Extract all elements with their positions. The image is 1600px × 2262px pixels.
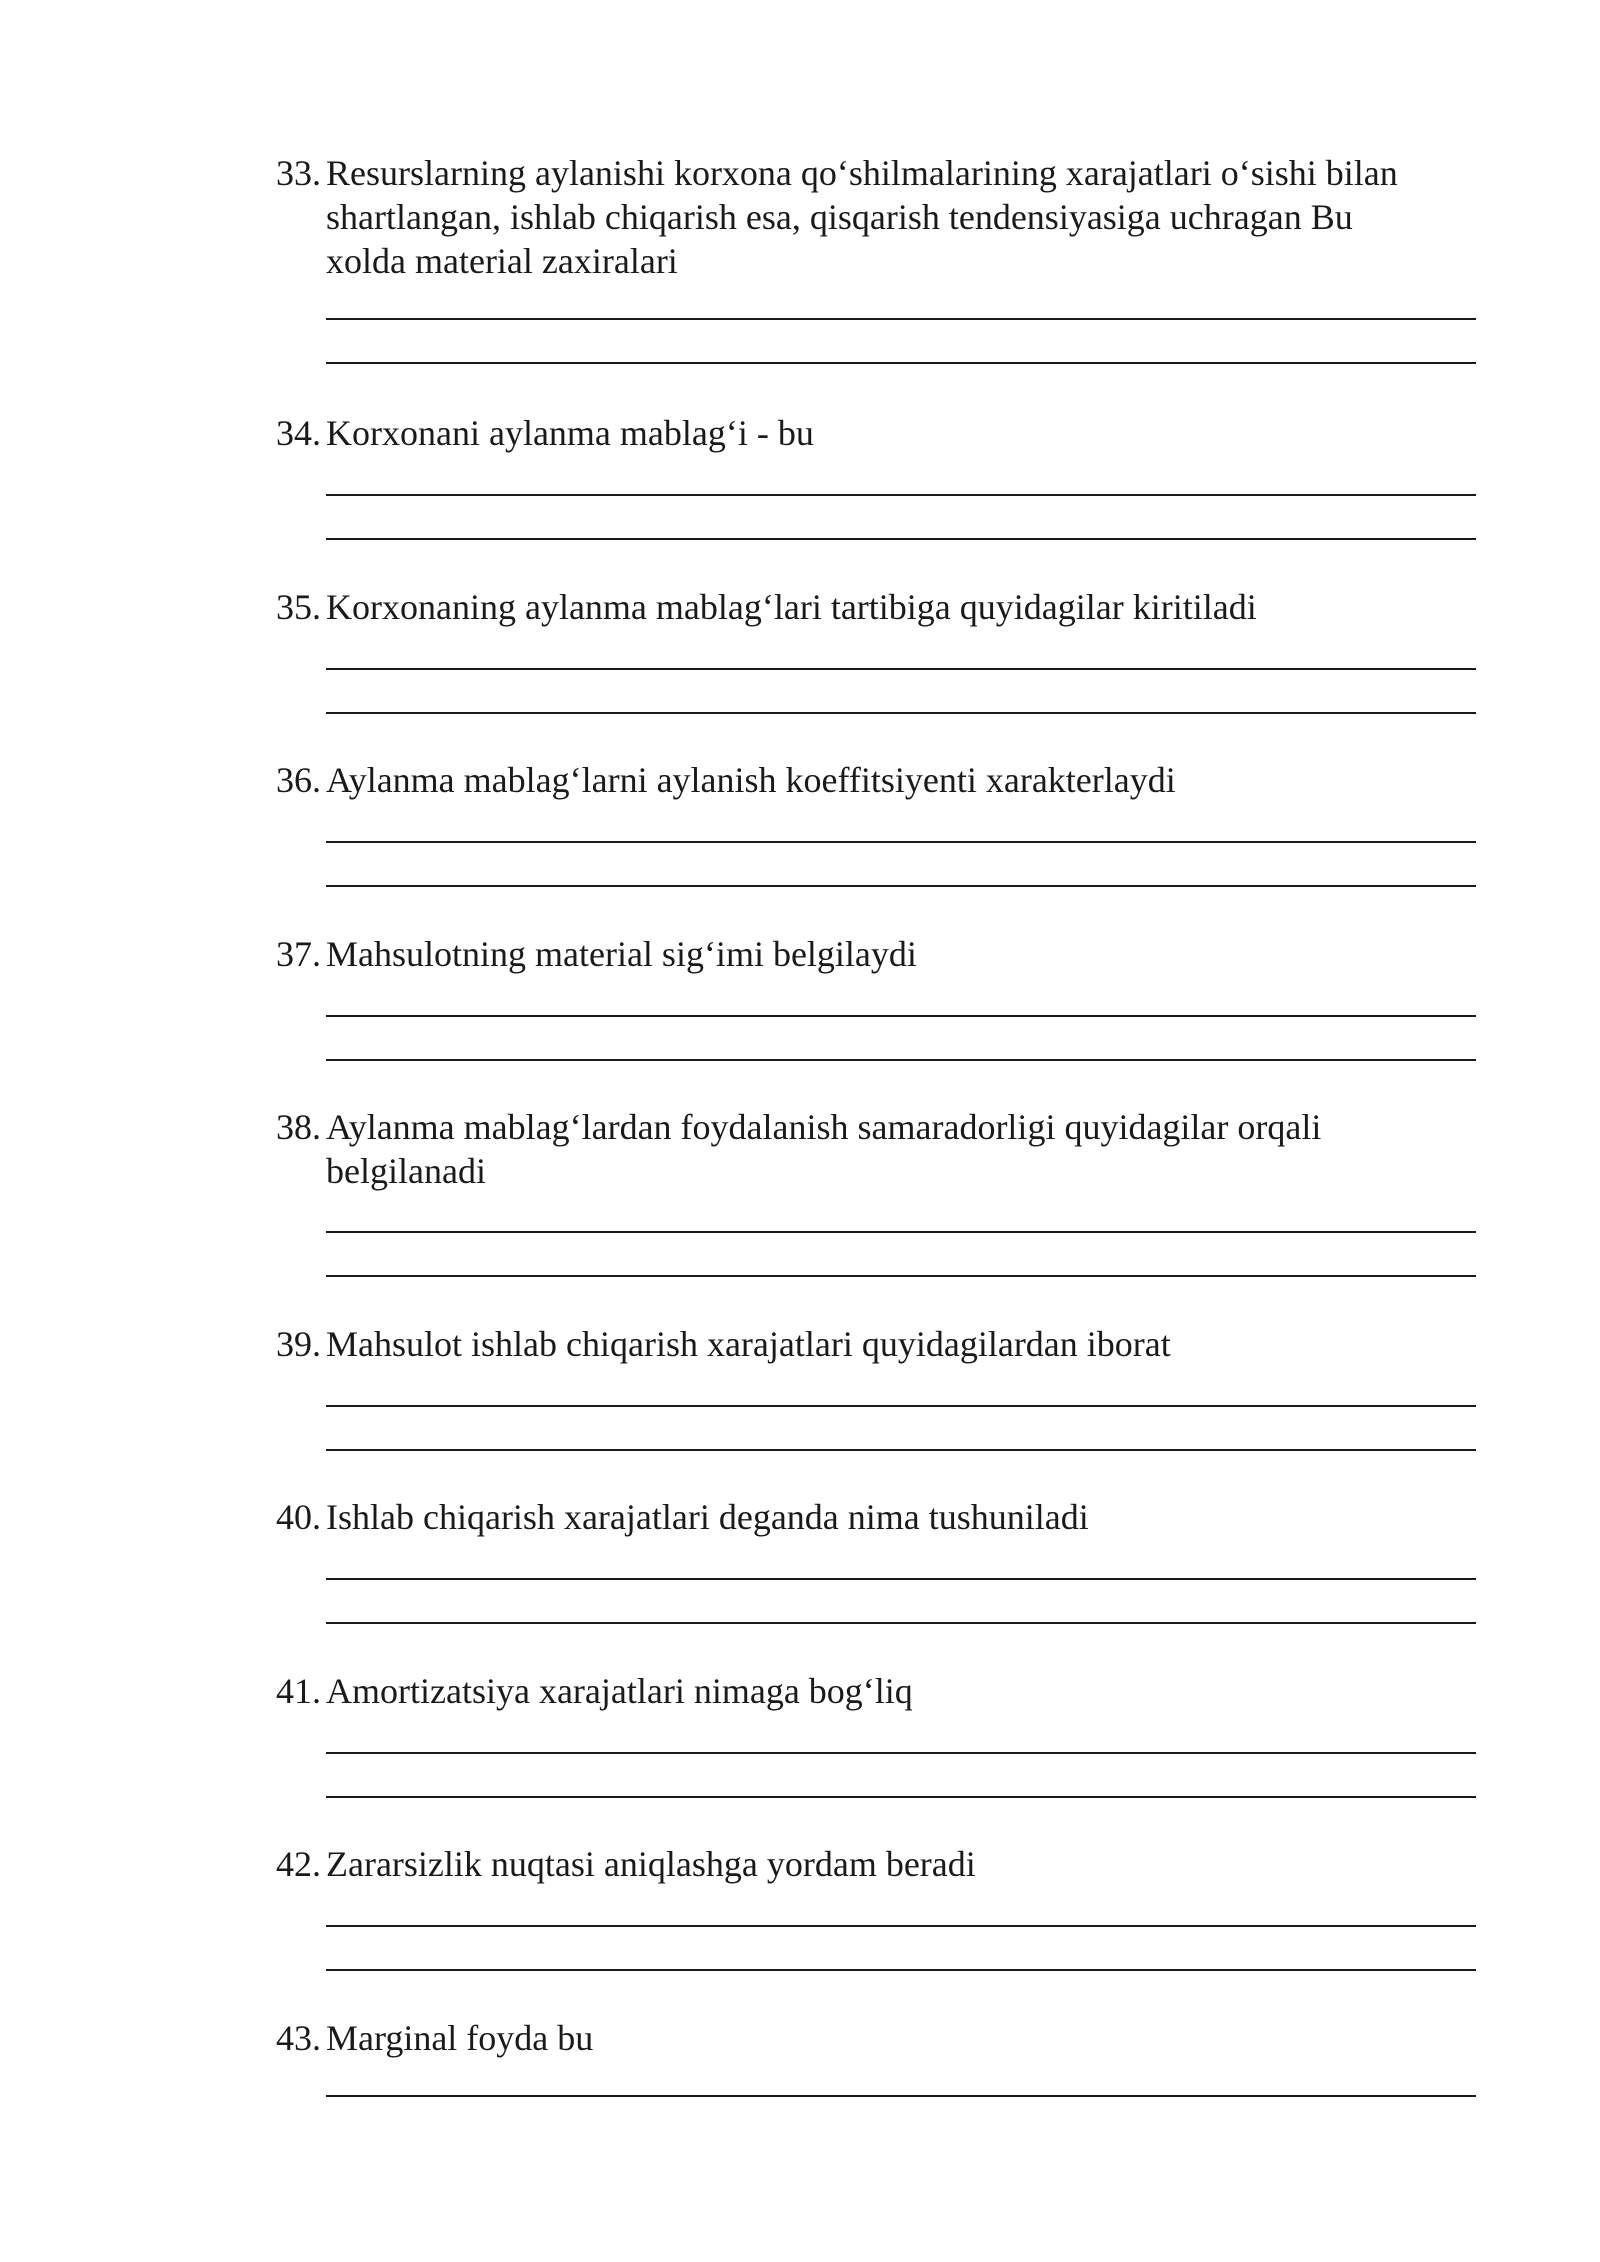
answer-line[interactable] (326, 1059, 1476, 1061)
question-38 (276, 1105, 1476, 1193)
answer-line[interactable] (326, 1969, 1476, 1971)
question-number: 34. (276, 413, 321, 453)
question-number: 38. (276, 1107, 321, 1147)
question-number: 33. (276, 153, 321, 193)
answer-line[interactable] (326, 1015, 1476, 1017)
answer-line[interactable] (326, 1622, 1476, 1624)
question-text: Korxonaning aylanma mablag‘lari tartibiga quyidagilar kiritiladi (326, 587, 1257, 627)
question-40 (276, 1495, 1476, 1539)
answer-line[interactable] (326, 494, 1476, 496)
answer-line[interactable] (326, 2095, 1476, 2097)
question-34 (276, 411, 1476, 455)
answer-line[interactable] (326, 1796, 1476, 1798)
question-text: Korxonani aylanma mablag‘i - bu (326, 413, 814, 453)
answer-line[interactable] (326, 1925, 1476, 1927)
question-number: 42. (276, 1844, 321, 1884)
answer-line[interactable] (326, 1578, 1476, 1580)
question-36 (276, 758, 1476, 802)
question-number: 40. (276, 1497, 321, 1537)
question-41 (276, 1669, 1476, 1713)
question-text: Amortizatsiya xarajatlari nimaga bog‘liq (326, 1671, 913, 1711)
question-37 (276, 932, 1476, 976)
question-text: Aylanma mablag‘lardan foydalanish samaradorligi quyidagilar orqali belgilanadi (326, 1107, 1322, 1191)
question-text: Resurslarning aylanishi korxona qo‘shilmalarining xarajatlari o‘sishi bilan shartlangan, ishlab chiqarish esa, qisqarish tendensiyasiga uchragan Bu xolda material zaxiralari (326, 153, 1398, 281)
answer-line[interactable] (326, 1449, 1476, 1451)
question-number: 36. (276, 760, 321, 800)
question-text: Ishlab chiqarish xarajatlari deganda nima tushuniladi (326, 1497, 1089, 1537)
answer-line[interactable] (326, 362, 1476, 364)
answer-line[interactable] (326, 1405, 1476, 1407)
question-number: 37. (276, 934, 321, 974)
question-text: Mahsulotning material sig‘imi belgilaydi (326, 934, 917, 974)
question-43 (276, 2016, 1476, 2060)
answer-line[interactable] (326, 668, 1476, 670)
answer-line[interactable] (326, 712, 1476, 714)
answer-line[interactable] (326, 538, 1476, 540)
answer-line[interactable] (326, 1752, 1476, 1754)
question-number: 43. (276, 2018, 321, 2058)
question-35 (276, 585, 1476, 629)
answer-line[interactable] (326, 885, 1476, 887)
question-text: Mahsulot ishlab chiqarish xarajatlari quyidagilardan iborat (326, 1324, 1171, 1364)
question-number: 39. (276, 1324, 321, 1364)
question-text: Zararsizlik nuqtasi aniqlashga yordam beradi (326, 1844, 976, 1884)
question-42 (276, 1842, 1476, 1886)
question-33 (276, 151, 1476, 283)
question-text: Marginal foyda bu (326, 2018, 594, 2058)
answer-line[interactable] (326, 841, 1476, 843)
answer-line[interactable] (326, 1231, 1476, 1233)
question-39 (276, 1322, 1476, 1366)
question-number: 41. (276, 1671, 321, 1711)
answer-line[interactable] (326, 318, 1476, 320)
question-number: 35. (276, 587, 321, 627)
answer-line[interactable] (326, 1275, 1476, 1277)
question-text: Aylanma mablag‘larni aylanish koeffitsiyenti xarakterlaydi (326, 760, 1176, 800)
